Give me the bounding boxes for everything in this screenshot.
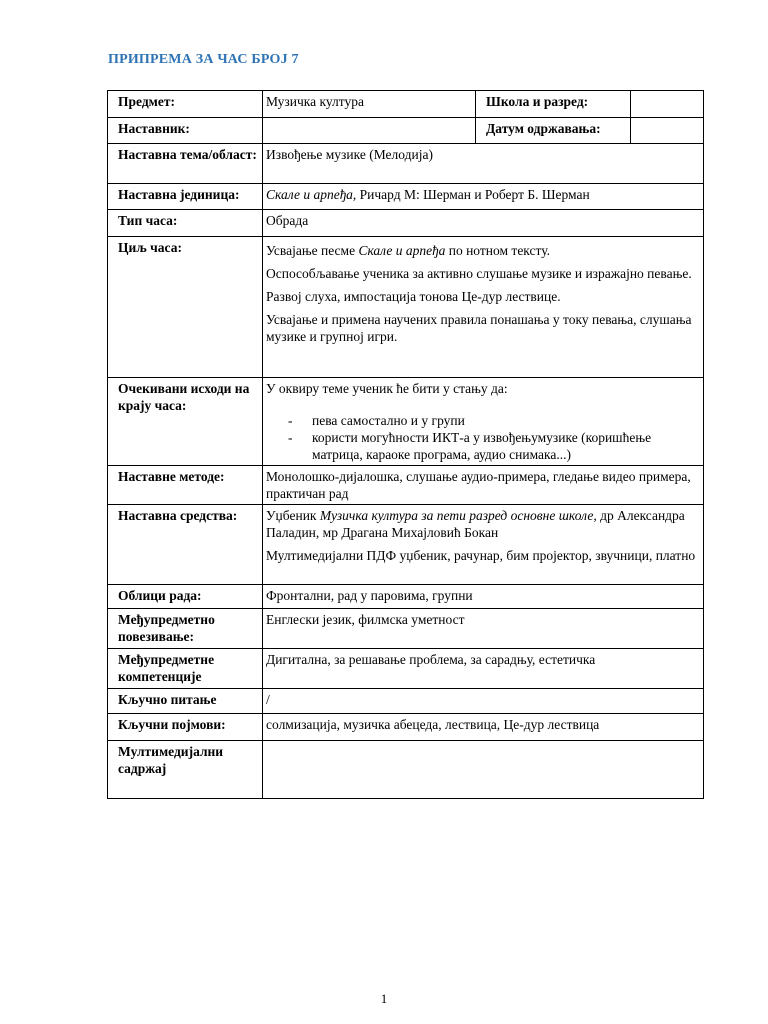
row-key-question bbox=[108, 689, 704, 714]
row-topic bbox=[108, 144, 704, 184]
row-goal bbox=[108, 237, 704, 378]
row-competences bbox=[108, 649, 704, 689]
date-label: Датум одржавања: bbox=[476, 118, 631, 144]
teacher-label: Наставник: bbox=[108, 118, 263, 144]
outcome-item: - користи могућности ИКТ-а у извођењумузике (коришћење матрица, караоке програма, аудио снимака...) bbox=[288, 429, 700, 463]
topic-value: Извођење музике (Мелодија) bbox=[263, 144, 704, 184]
unit-authors: , Ричард М: Шерман и Роберт Б. Шерман bbox=[352, 187, 590, 202]
row-unit bbox=[108, 184, 704, 210]
document-title: ПРИПРЕМА ЗА ЧАС БРОЈ 7 bbox=[108, 52, 299, 67]
lesson-type-value: Обрада bbox=[263, 210, 704, 237]
row-multimedia bbox=[108, 741, 704, 799]
forms-label: Облици рада: bbox=[108, 585, 263, 609]
outcomes-label: Очекивани исходи на крају часа: bbox=[108, 378, 263, 466]
inter-subject-label: Међупредметно повезивање: bbox=[108, 609, 263, 649]
outcomes-value bbox=[263, 378, 704, 466]
outcomes-list bbox=[266, 412, 700, 463]
goal-value bbox=[263, 237, 704, 378]
key-question-value: / bbox=[263, 689, 704, 714]
unit-title: Скале и арпеђа bbox=[266, 187, 353, 202]
unit-label: Наставна јединица: bbox=[108, 184, 263, 210]
goal-item: Оспособљавање ученика за активно слушање музике и изражајно певање. bbox=[266, 266, 692, 281]
goal-label: Циљ часа: bbox=[108, 237, 263, 378]
date-value bbox=[631, 118, 704, 144]
row-forms bbox=[108, 585, 704, 609]
row-methods bbox=[108, 466, 704, 505]
outcome-item: - пева самостално и у групи bbox=[288, 412, 700, 429]
resources-item: Уџбеник Музичка култура за пети разред основне школе, др Александра Паладин, мр Драгана Михајловић Бокан bbox=[266, 508, 685, 540]
competences-label: Међупредметне компетенције bbox=[108, 649, 263, 689]
row-lesson-type bbox=[108, 210, 704, 237]
key-terms-label: Кључни појмови: bbox=[108, 714, 263, 741]
row-subject bbox=[108, 91, 704, 118]
resources-value bbox=[263, 505, 704, 585]
unit-value bbox=[263, 184, 704, 210]
teacher-value bbox=[263, 118, 476, 144]
key-terms-value: солмизација, музичка абецеда, лествица, Це-дур лествица bbox=[263, 714, 704, 741]
goal-item: Усвајање и примена научених правила понашања у току певања, слушања музике и групној игри. bbox=[266, 312, 692, 344]
competences-value: Дигитална, за решавање проблема, за сарадњу, естетичка bbox=[263, 649, 704, 689]
methods-value: Монолошко-дијалошка, слушање аудио-примера, гледање видео примера, практичан рад bbox=[263, 466, 704, 505]
row-teacher bbox=[108, 118, 704, 144]
multimedia-label: Мултимедијални садржај bbox=[108, 741, 263, 799]
outcomes-intro: У оквиру теме ученик ће бити у стању да: bbox=[266, 381, 508, 396]
row-resources bbox=[108, 505, 704, 585]
school-grade-value bbox=[631, 91, 704, 118]
multimedia-value bbox=[263, 741, 704, 799]
resources-label: Наставна средства: bbox=[108, 505, 263, 585]
forms-value: Фронтални, рад у паровима, групни bbox=[263, 585, 704, 609]
methods-label: Наставне методе: bbox=[108, 466, 263, 505]
row-outcomes bbox=[108, 378, 704, 466]
resources-item: Мултимедијални ПДФ уџбеник, рачунар, бим пројектор, звучници, платно bbox=[266, 548, 696, 563]
row-inter-subject bbox=[108, 609, 704, 649]
key-question-label: Кључно питање bbox=[108, 689, 263, 714]
lesson-plan-table bbox=[107, 90, 704, 799]
lesson-type-label: Тип часа: bbox=[108, 210, 263, 237]
topic-label: Наставна тема/област: bbox=[108, 144, 263, 184]
goal-item: Развој слуха, импостација тонова Це-дур лествице. bbox=[266, 289, 561, 304]
subject-value: Музичка култура bbox=[263, 91, 476, 118]
row-key-terms bbox=[108, 714, 704, 741]
subject-label: Предмет: bbox=[108, 91, 263, 118]
school-grade-label: Школа и разред: bbox=[476, 91, 631, 118]
goal-item: Усвајање песме Скале и арпеђа по нотном тексту. bbox=[266, 243, 551, 258]
page-number: 1 bbox=[380, 991, 388, 1006]
inter-subject-value: Енглески језик, филмска уметност bbox=[263, 609, 704, 649]
